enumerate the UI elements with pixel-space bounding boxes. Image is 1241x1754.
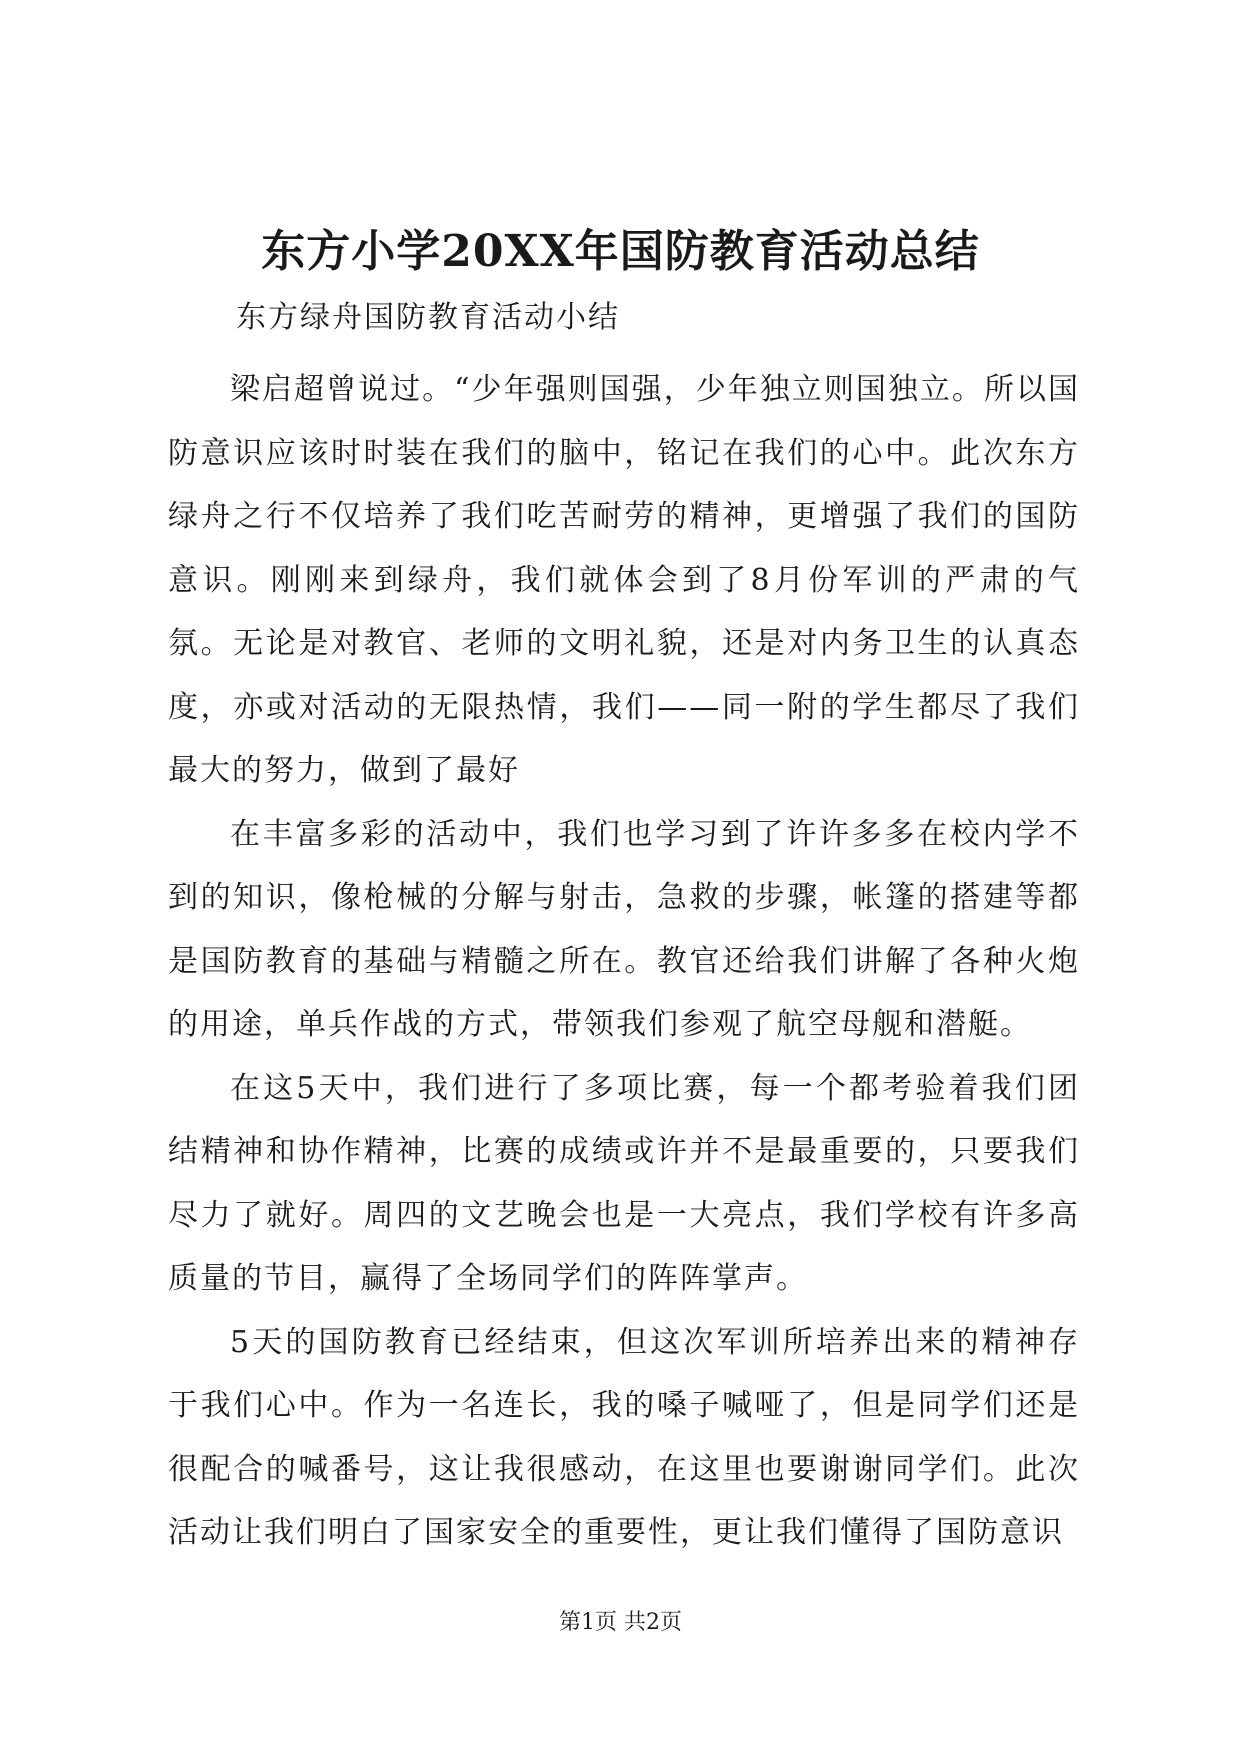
page-number-footer: 第1页 共2页	[559, 1610, 682, 1635]
body-paragraph: 5天的国防教育已经结束，但这次军训所培养出来的精神存于我们心中。作为一名连长，我的嗓子喊哑了，但是同学们还是很配合的喊番号，这让我很感动，在这里也要谢谢同学们。此次活动让我们明白了国家安全的重要性，更让我们懂得了国防意识	[168, 1324, 1080, 1550]
document-subtitle: 东方绿舟国防教育活动小结	[236, 300, 620, 335]
body-paragraph: 在丰富多彩的活动中，我们也学习到了许许多多在校内学不到的知识，像枪械的分解与射击，急救的步骤，帐篷的搭建等都是国防教育的基础与精髓之所在。教官还给我们讲解了各种火炮的用途，单兵作战的方式，带领我们参观了航空母舰和潜艇。	[168, 816, 1080, 1042]
body-paragraph: 在这5天中，我们进行了多项比赛，每一个都考验着我们团结精神和协作精神，比赛的成绩或许并不是最重要的，只要我们尽力了就好。周四的文艺晚会也是一大亮点，我们学校有许多高质量的节目，赢得了全场同学们的阵阵掌声。	[168, 1070, 1080, 1296]
body-paragraph: 梁启超曾说过。“少年强则国强，少年独立则国独立。所以国防意识应该时时装在我们的脑中，铭记在我们的心中。此次东方绿舟之行不仅培养了我们吃苦耐劳的精神，更增强了我们的国防意识。刚刚来到绿舟，我们就体会到了8月份军训的严肃的气氛。无论是对教官、老师的文明礼貌，还是对内务卫生的认真态度，亦或对活动的无限热情，我们——同一附的学生都尽了我们最大的努力，做到了最好	[168, 372, 1080, 788]
document-body	[168, 358, 1080, 1565]
document-title: 东方小学20XX年国防教育活动总结	[261, 226, 980, 277]
